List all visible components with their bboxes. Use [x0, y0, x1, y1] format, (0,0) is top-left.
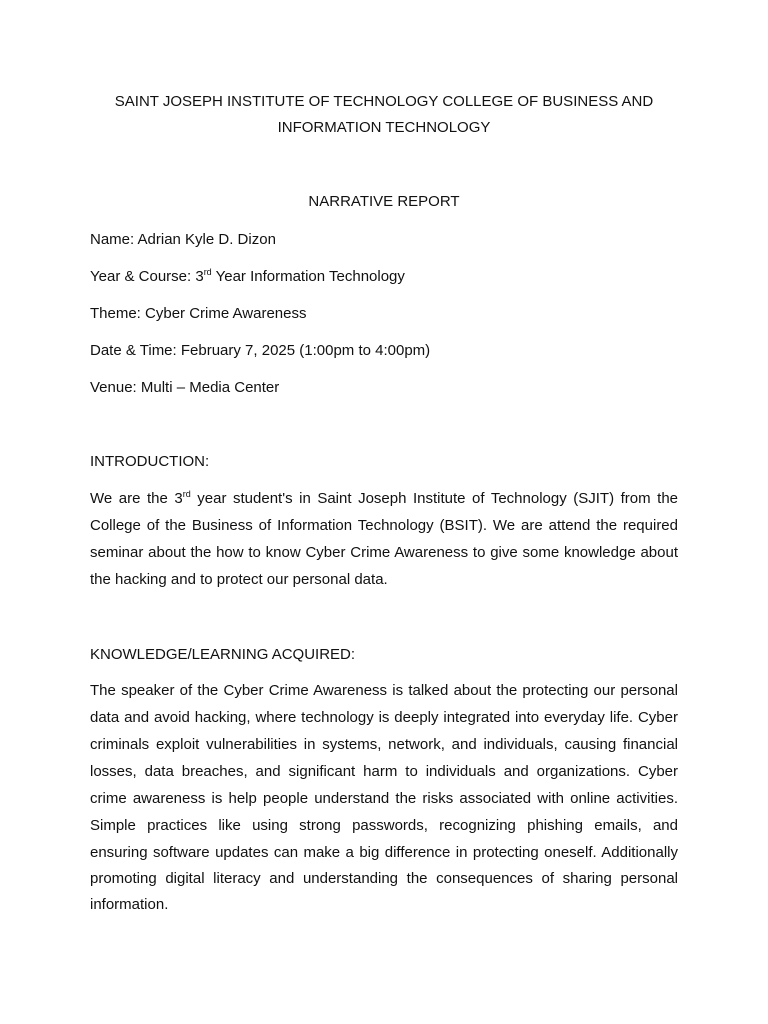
- header-line-2: INFORMATION TECHNOLOGY: [277, 119, 491, 136]
- introduction-line-4: the hacking and to protect our personal data.: [90, 571, 388, 588]
- field-year-course-prefix: Year & Course: 3: [90, 268, 204, 285]
- introduction-line-1: [90, 489, 678, 509]
- knowledge-line: promoting digital literacy and understanding the consequences of sharing personal: [90, 870, 678, 887]
- field-name: Name: Adrian Kyle D. Dizon: [90, 231, 276, 248]
- introduction-line-1-prefix: We are the 3: [90, 490, 183, 507]
- introduction-line-1-suffix: year student's in Saint Joseph Institute of Technology (SJIT) from the: [190, 490, 679, 507]
- field-year-course: [90, 267, 678, 287]
- field-date-time: Date & Time: February 7, 2025 (1:00pm to 4:00pm): [90, 342, 431, 359]
- field-venue: Venue: Multi – Media Center: [90, 379, 280, 396]
- knowledge-line: information.: [90, 896, 169, 913]
- introduction-line-3: seminar about the how to know Cyber Crime Awareness to give some knowledge about: [90, 544, 678, 561]
- knowledge-line: Simple practices like using strong passwords, recognizing phishing emails, and: [90, 817, 678, 834]
- knowledge-line: criminals exploit vulnerabilities in systems, network, and individuals, causing financial: [90, 736, 678, 753]
- knowledge-heading: KNOWLEDGE/LEARNING ACQUIRED:: [90, 646, 356, 663]
- knowledge-line: The speaker of the Cyber Crime Awareness is talked about the protecting our personal: [90, 682, 678, 699]
- introduction-line-2: College of the Business of Information Technology (BSIT). We are attend the required: [90, 517, 678, 534]
- report-title: NARRATIVE REPORT: [308, 193, 460, 210]
- field-theme: Theme: Cyber Crime Awareness: [90, 305, 307, 322]
- knowledge-line: ensuring software updates can make a big difference in protecting oneself. Additionally: [90, 844, 678, 861]
- introduction-heading: INTRODUCTION:: [90, 453, 210, 470]
- field-year-course-suffix: Year Information Technology: [211, 268, 405, 285]
- introduction-line-1-sup: rd: [182, 489, 191, 499]
- knowledge-line: crime awareness is help people understand the risks associated with online activities.: [90, 790, 678, 807]
- knowledge-line: losses, data breaches, and significant harm to individuals and organizations. Cyber: [90, 763, 678, 780]
- knowledge-line: data and avoid hacking, where technology is deeply integrated into everyday life. Cyber: [90, 709, 678, 726]
- institution-header: [90, 89, 678, 141]
- header-line-1: SAINT JOSEPH INSTITUTE OF TECHNOLOGY COLLEGE OF BUSINESS AND: [114, 93, 654, 110]
- field-year-course-sup: rd: [203, 267, 212, 277]
